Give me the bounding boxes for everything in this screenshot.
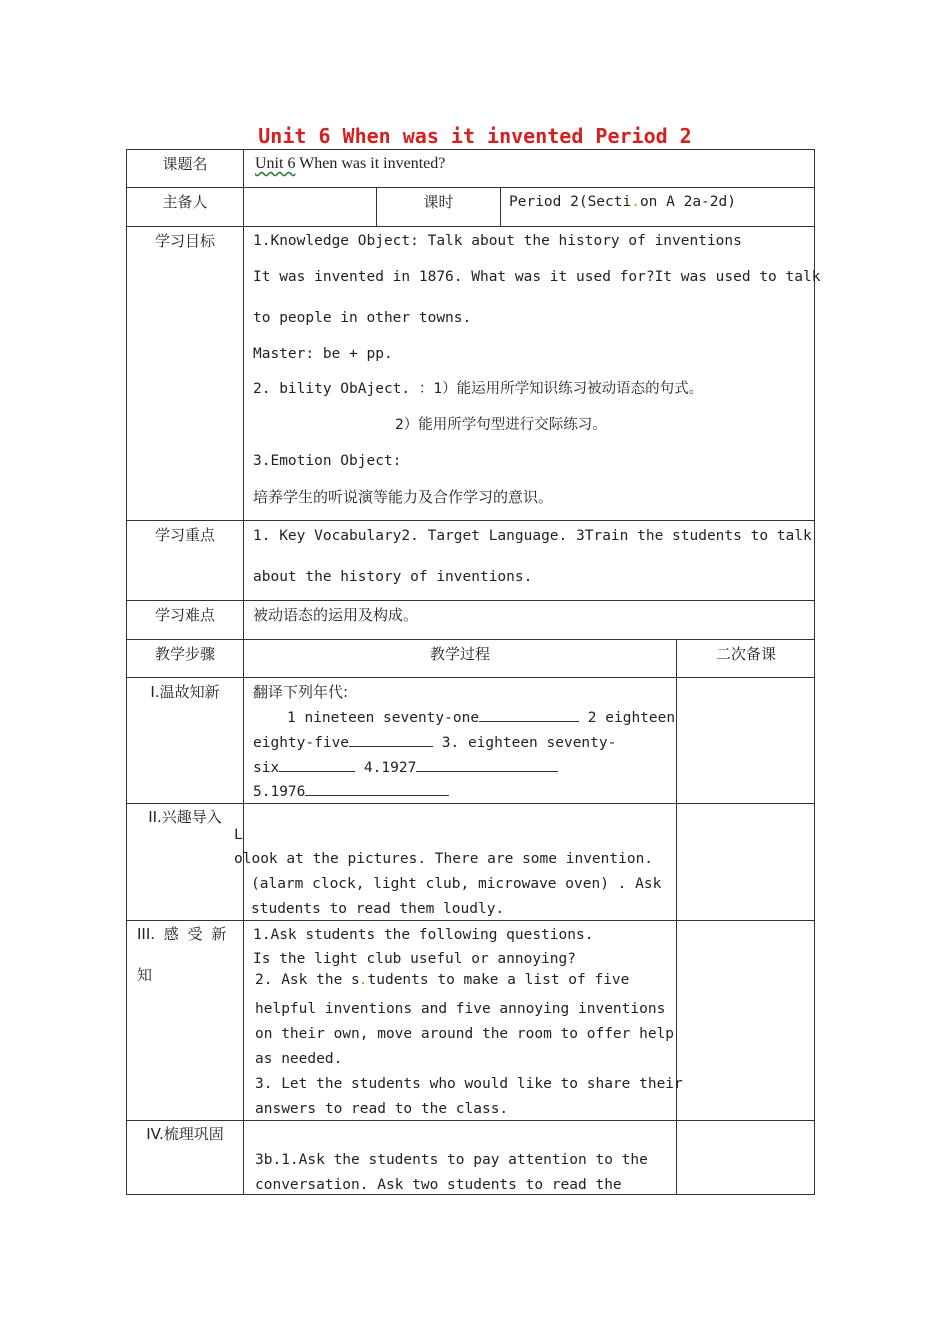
s3-num: 2: [255, 972, 264, 988]
blank-3[interactable]: [279, 758, 355, 772]
objective-1-example-cont: to people in other towns.: [253, 310, 472, 326]
section-1-line-d: [253, 782, 449, 801]
period-text-a: Period 2(Secti: [509, 194, 632, 210]
blank-2[interactable]: [349, 733, 433, 747]
section-2-line-3: students to read them loudly.: [251, 901, 505, 917]
year-4: 4.1927: [355, 760, 417, 776]
section-3-line-8: answers to read to the class.: [255, 1101, 509, 1117]
year-2-end: eighty-five: [253, 735, 350, 751]
row-divider: [127, 920, 814, 921]
s3-text-b: tudents to make a list of five: [367, 972, 630, 988]
objective-1-example: It was invented in 1876. What was it used for?It was used to talk: [253, 269, 821, 285]
s4-text-c: pay attention to the: [473, 1152, 648, 1168]
row-divider: [127, 1120, 814, 1121]
section-3-line-7: 3. Let the students who would like to share their: [255, 1076, 683, 1092]
preparer-label: 主备人: [162, 193, 208, 211]
section-1-line-c: [253, 758, 558, 777]
section-2-letter: L: [234, 827, 243, 843]
section-3-line-2: Is the light club useful or annoying?: [253, 951, 577, 967]
section-1-instruction: 翻译下列年代:: [253, 683, 349, 701]
steps-header: 教学步骤: [154, 645, 215, 663]
year-2-start: 2 eighteen: [579, 710, 676, 726]
objective-3: 3.Emotion Object:: [253, 453, 402, 469]
section-4-label: IV.梳理巩固: [146, 1125, 224, 1143]
year-3-end: six: [253, 760, 280, 776]
s4-text-a: 3b.1.Ask th: [255, 1152, 352, 1168]
objective-1-master: Master: be + pp.: [253, 346, 393, 362]
s4-text-b: e students to: [351, 1152, 474, 1168]
objective-2: 2. bility ObAject. ：1）能运用所学知识练习被动语态的句式。: [253, 381, 704, 397]
objectives-label: 学习目标: [154, 232, 215, 250]
blank-5[interactable]: [305, 782, 449, 796]
period-label: 课时: [423, 193, 454, 211]
blank-1[interactable]: [479, 708, 579, 722]
second-prep-header: 二次备课: [715, 645, 776, 663]
s3-text-a: . Ask the s: [263, 972, 360, 988]
row-divider: [127, 600, 814, 601]
col-divider: [243, 150, 244, 1195]
row-divider: [127, 520, 814, 521]
row-divider: [127, 677, 814, 678]
topic-unit: Unit 6: [255, 155, 296, 172]
row-divider: [127, 187, 814, 188]
section-3-label: III. 感 受 新: [137, 925, 227, 943]
section-3-line-6: as needed.: [255, 1051, 343, 1067]
topic-question: When was it invented?: [299, 155, 446, 172]
year-3-start: 3. eighteen seventy-: [433, 735, 617, 751]
section-2-label: II.兴趣导入: [148, 808, 222, 826]
key-points-2: about the history of inventions.: [253, 569, 533, 585]
objective-3b: 培养学生的听说演等能力及合作学习的意识。: [253, 488, 554, 506]
section-1-line-a: [287, 708, 675, 727]
page-title: Unit 6 When was it invented Period 2: [258, 124, 692, 148]
section-3-line-5: on their own, move around the room to offer help: [255, 1026, 675, 1042]
topic-label: 课题名: [162, 155, 208, 173]
section-3-line-4: helpful inventions and five annoying inventions: [255, 1001, 666, 1017]
key-points-label: 学习重点: [154, 526, 215, 544]
period-value: Period 2(Secti.on A 2a-2d): [509, 194, 736, 210]
key-points-1: 1. Key Vocabulary2. Target Language. 3Train the students to talk: [253, 528, 812, 544]
year-1: 1 nineteen seventy-one: [287, 710, 480, 726]
blank-4[interactable]: [416, 758, 558, 772]
objective-2b: 2）能用所学句型进行交际练习。: [395, 417, 607, 433]
objective-1: 1.Knowledge Object: Talk about the history of inventions: [253, 233, 742, 249]
year-5: 5.1976: [253, 784, 306, 800]
section-3-line-1: 1.Ask students the following questions.: [253, 927, 594, 943]
section-4-line-2: conversation. Ask two students to read the: [255, 1177, 622, 1193]
period-text-b: on A 2a-2d): [639, 194, 736, 210]
row-divider: [127, 639, 814, 640]
row-divider: [127, 803, 814, 804]
process-header: 教学过程: [429, 645, 490, 663]
row-divider: [127, 226, 814, 227]
lesson-plan-table: [126, 149, 821, 1195]
section-1-label: I.温故知新: [150, 683, 220, 701]
section-4-line-1: [255, 1151, 648, 1169]
col-divider: [500, 187, 501, 226]
section-3-line-3: 2. Ask the s.tudents to make a list of five: [255, 972, 630, 988]
section-3-label-cont: 知: [137, 966, 153, 984]
difficulties-value: 被动语态的运用及构成。: [253, 606, 419, 624]
col-divider: [676, 639, 677, 1195]
section-2-line-2: (alarm clock, light club, microwave oven) . Ask: [251, 876, 662, 892]
section-1-line-b: [253, 733, 616, 752]
section-2-line-1: olook at the pictures. There are some invention.: [234, 851, 654, 867]
difficulties-label: 学习难点: [154, 606, 215, 624]
topic-value: [255, 155, 445, 173]
